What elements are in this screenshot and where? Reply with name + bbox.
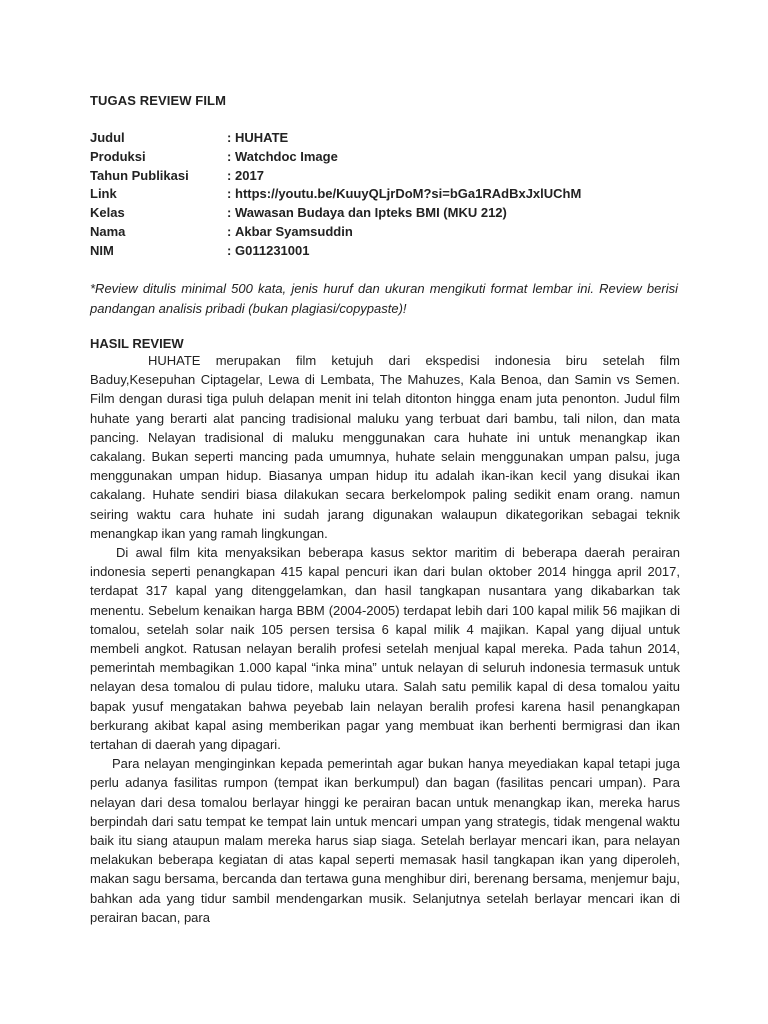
metadata-row-nim [90,242,690,261]
metadata-label: Link [90,186,117,202]
metadata-label: Nama [90,223,126,239]
metadata-separator: : [227,205,232,221]
metadata-row-tahun-publikasi [90,167,690,186]
metadata-separator: : [227,130,232,145]
metadata-label: Tahun Publikasi [90,167,189,183]
metadata-label: Kelas [90,205,125,221]
review-instructions-note: *Review ditulis minimal 500 kata, jenis huruf dan ukuran mengikuti format lembar ini. Review berisi pandangan analisis pribadi (bukan plagiasi/copypaste)! [90,281,678,316]
metadata-label: Judul [90,130,125,145]
metadata-row-link [90,185,690,204]
metadata-value: G011231001 [235,242,310,258]
review-paragraph: HUHATE merupakan film ketujuh dari ekspedisi indonesia biru setelah film Baduy,Kesepuhan Ciptagelar, Lewa di Lembata, The Mahuzes, Kala Benoa, dan Samin vs Semen. Film dengan durasi tiga puluh delapan menit ini telah ditonton hingga enam juta penonton. Judul film huhate yang berarti alat pancing tradisional maluku yang terbuat dari bambu, tali nilon, dan mata pancing. Nelayan tradisional di maluku menggunakan cara huhate ini untuk menangkap ikan cakalang. Bukan seperti mancing pada umumnya, huhate selain menggunakan umpan palsu, juga menggunakan umpan hidup. Biasanya umpan hidup itu adalah ikan-ikan kecil yang disukai ikan cakalang. Huhate sendiri biasa dilakukan secara berkelompok paling sedikit enam orang. namun seiring waktu cara huhate ini sudah jarang digunakan walaupun dikategorikan sebagai teknik menangkap ikan yang ramah lingkungan. [90,353,680,541]
document-title: TUGAS REVIEW FILM [90,93,227,108]
film-link[interactable]: https://youtu.be/KuuyQLjrDoM?si=bGa1RAdBxJxlUChM [235,186,582,202]
review-paragraph: Di awal film kita menyaksikan beberapa kasus sektor maritim di beberapa daerah perairan indonesia seperti penangkapan 415 kapal pencuri ikan dari bulan oktober 2014 hingga april 2017, terdapat 317 kapal yang ditenggelamkan, dan hasil tangkapan nusantara yang dikabarkan tak menentu. Sebelum kenaikan harga BBM (2004-2005) terdapat lebih dari 100 kapal milik 56 majikan di tomalou, setelah solar naik 105 persen tersisa 6 kapal milik 4 majikan. Kapal yang dijual untuk membeli angkot. Ratusan nelayan beralih profesi setelah menjual kapal mereka. Pada tahun 2014, pemerintah membagikan 1.000 kapal “inka mina” untuk nelayan di seluruh indonesia termasuk untuk nelayan desa tomalou di pulau tidore, maluku utara. Salah satu pemilik kapal di desa tomalou yaitu bapak yusuf mengatakan bahwa peyebab lain nelayan beralih profesi karena hasil penangkapan berkurang akibat kapal asing memberikan pagar yang membuat ikan berhenti bermigrasi dan ikan tertahan di daerah yang dipagari. [90,545,680,753]
metadata-value: HUHATE [235,130,289,145]
review-paragraph: Para nelayan menginginkan kepada pemerintah agar bukan hanya meyediakan kapal tetapi juga perlu adanya fasilitas rumpon (tempat ikan berkumpul) dan bagan (fasilitas pencari umpan). Para nelayan dari desa tomalou berlayar hinggi ke perairan bacan untuk menangkap ikan, mereka harus berpindah dari satu tempat ke tempat lain untuk mencari umpan yang strategis, tidak mengenal waktu baik itu siang ataupun malam mereka harus siap siaga. Setelah berlayar mencari ikan, para nelayan melakukan beberapa kegiatan di atas kapal seperti memasak hasil tangkapan ikan yang diperoleh, makan sagu bersama, bercanda dan tertawa guna menghibur diri, berenang bersama, menjemur baju, bahkan ada yang tidur sambil mendengarkan musik. Selanjutnya setelah berlayar mencari ikan di perairan bacan, para [90,756,680,925]
metadata-label: Produksi [90,148,146,164]
section-title: HASIL REVIEW [90,336,184,351]
metadata-separator: : [227,186,232,202]
metadata-value: 2017 [235,167,264,183]
metadata-value: Akbar Syamsuddin [235,223,353,239]
review-body [90,351,680,927]
metadata-row-produksi [90,148,690,167]
metadata-row-judul [90,129,690,148]
metadata-separator: : [227,167,232,183]
metadata-separator: : [227,242,232,258]
metadata-row-nama [90,223,690,242]
metadata-value: Wawasan Budaya dan Ipteks BMI (MKU 212) [235,205,507,221]
metadata-label: NIM [90,242,114,258]
metadata-row-kelas [90,204,690,223]
metadata-separator: : [227,148,232,164]
metadata-value: Watchdoc Image [235,148,338,164]
metadata-separator: : [227,223,232,239]
film-metadata [90,129,690,261]
